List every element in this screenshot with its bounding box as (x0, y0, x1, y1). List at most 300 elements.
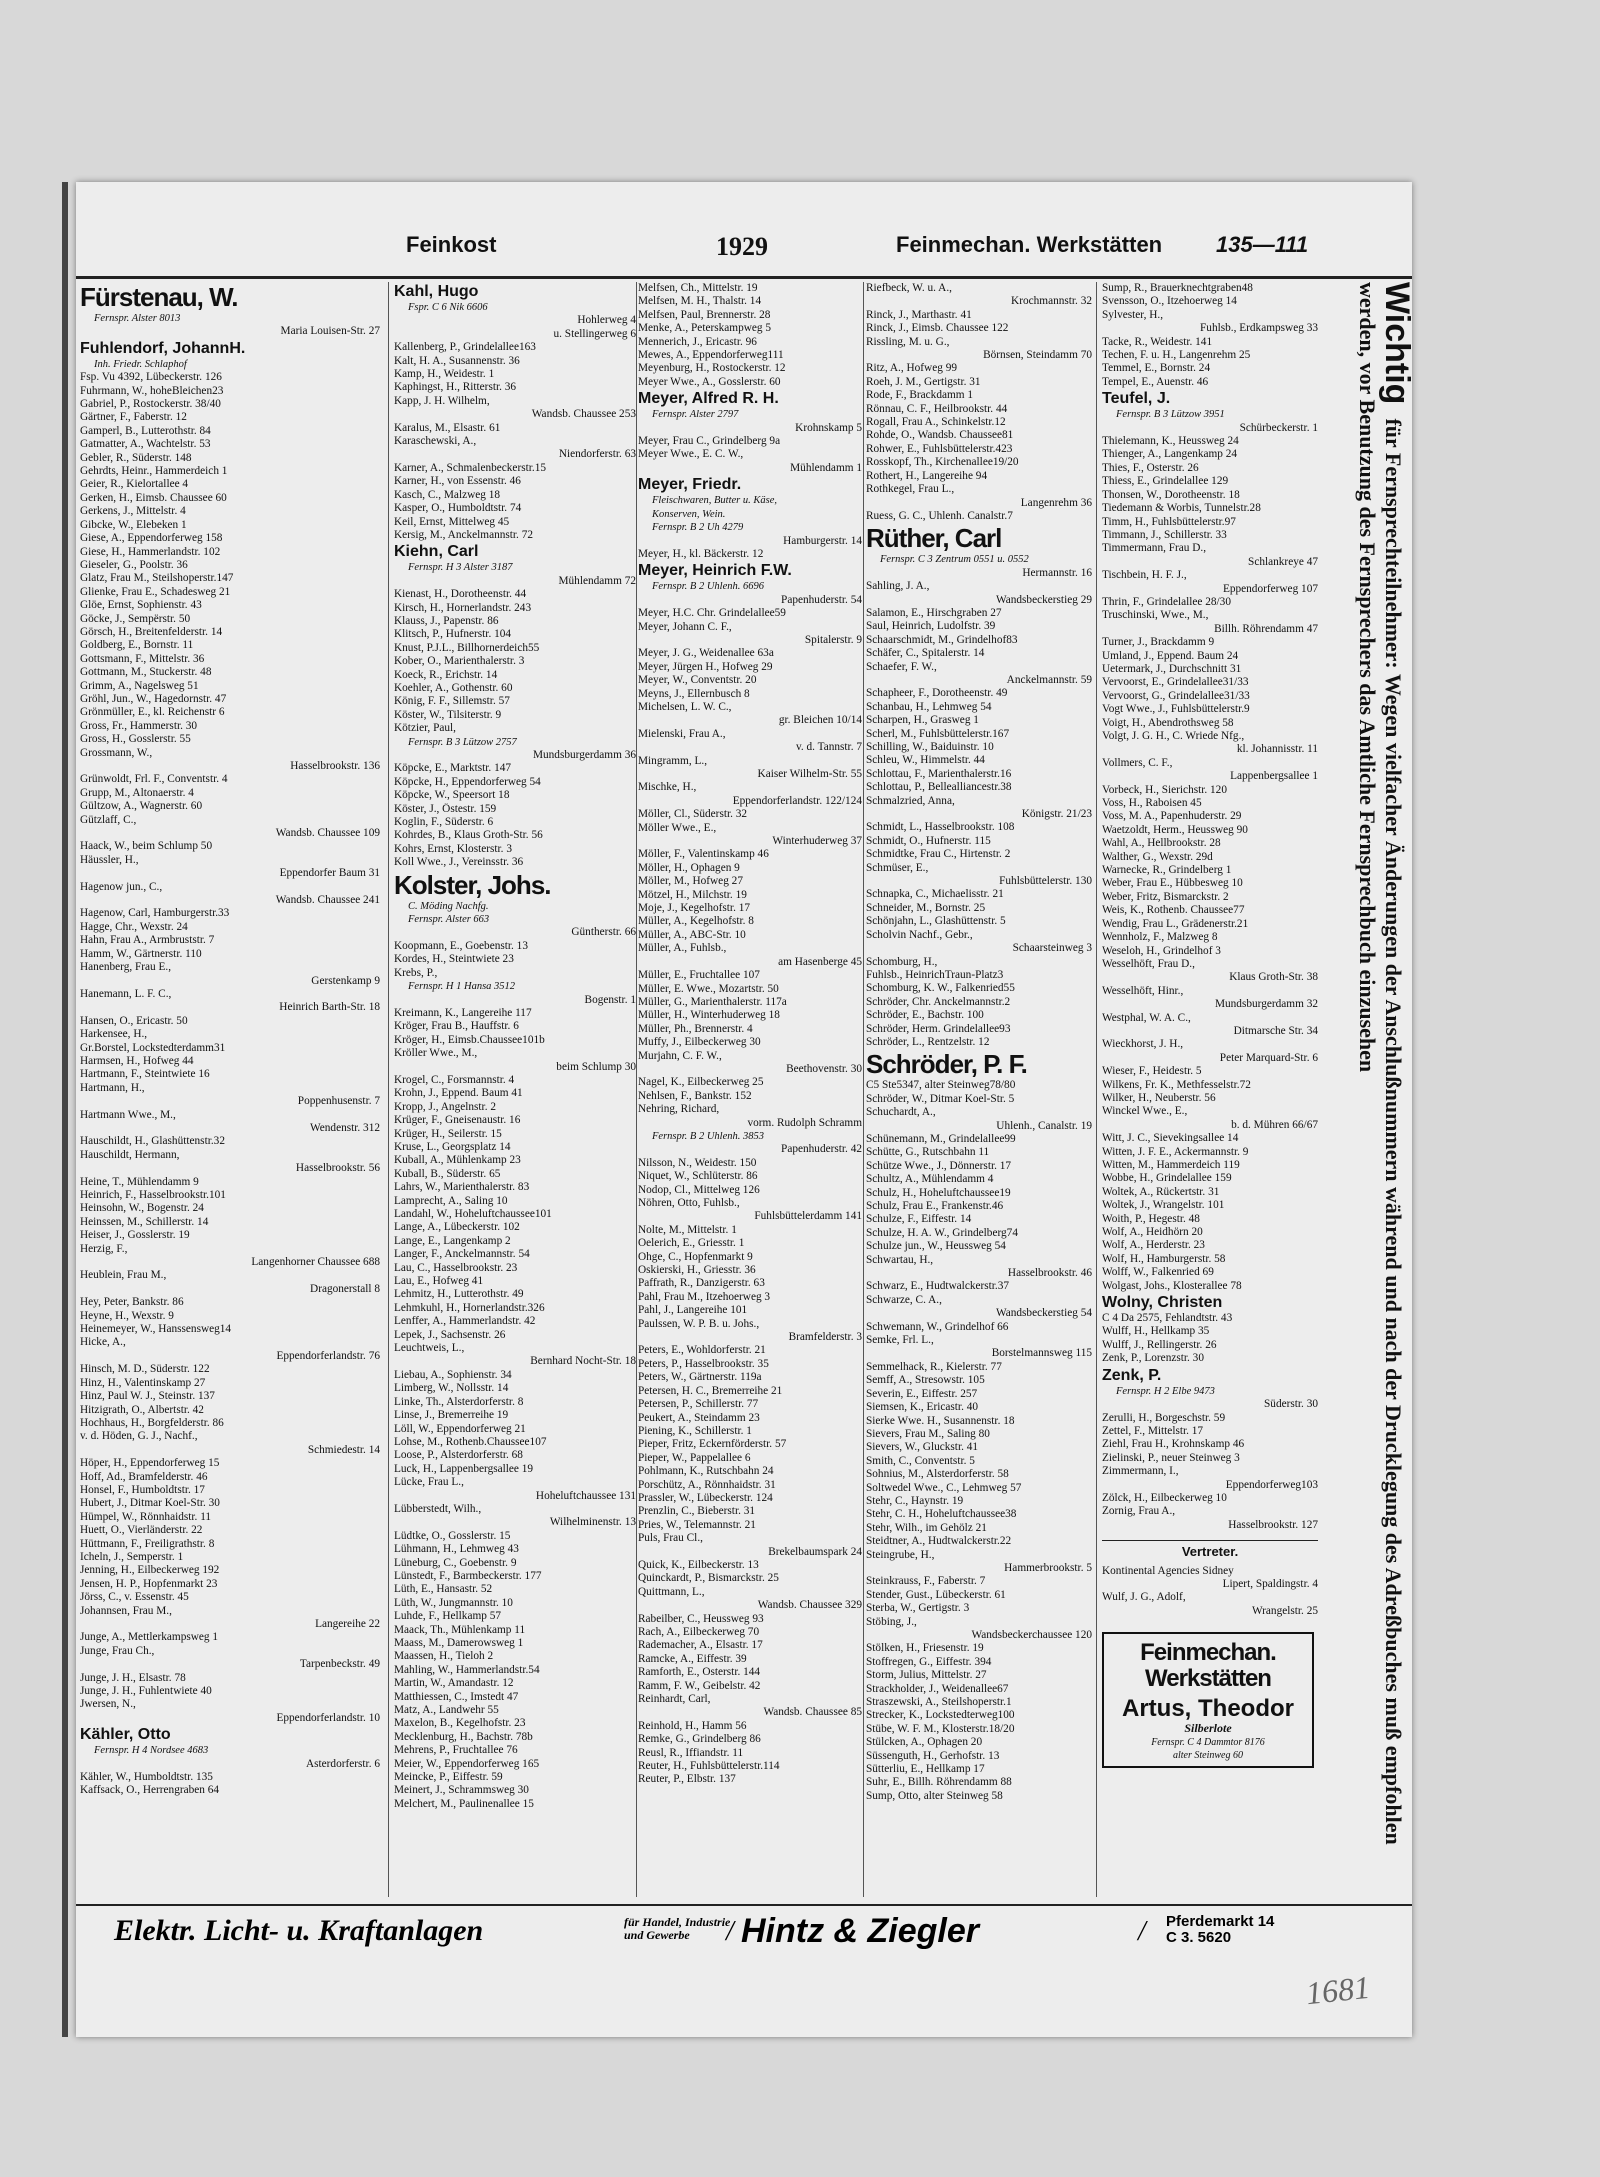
directory-entry: Melchert, M., Paulinenallee 15 (394, 1797, 534, 1810)
directory-entry: Ramcke, A., Eiffestr. 39 (638, 1652, 747, 1665)
vertical-notice (1322, 282, 1416, 1897)
directory-entry: Wolf, A., Heidhörn 20 (1102, 1226, 1203, 1239)
directory-entry: Icheln, J., Semperstr. 1 (80, 1550, 184, 1563)
directory-entry: Rothkegel, Frau L., (866, 483, 955, 496)
directory-entry: Gehrdts, Heinr., Hammerdeich 1 (80, 465, 228, 478)
column-5-list (1102, 282, 1318, 1532)
directory-entry: Mühlendamm 1 (790, 461, 862, 474)
directory-entry: Rohwer, E., Fuhlsbüttelerstr.423 (866, 442, 1013, 455)
directory-entry: Nehlsen, F., Bankstr. 152 (638, 1089, 752, 1102)
directory-entry: C 4 Da 2575, Fehlandtstr. 43 (1102, 1312, 1233, 1325)
directory-entry: Tarpenbeckstr. 49 (299, 1658, 380, 1671)
directory-entry: Mielenski, Frau A., (638, 727, 726, 740)
directory-entry: Sylvester, H., (1102, 308, 1164, 321)
directory-entry: Koll Wwe., J., Vereinsstr. 36 (394, 856, 524, 869)
directory-entry: Hagenow, Carl, Hamburgerstr.33 (80, 907, 230, 920)
directory-entry: Murjahn, C. F. W., (638, 1049, 722, 1062)
directory-entry: Schulze, F., Eiffestr. 14 (866, 1213, 972, 1226)
entry-note: Fernspr. B 2 Uhlenh. 3853 (652, 1130, 764, 1142)
directory-entry: Gabriel, P., Rostockerstr. 38/40 (80, 398, 221, 411)
ad-title-line1: Feinmechan. (1140, 1639, 1276, 1667)
directory-entry: Kuball, B., Süderstr. 65 (394, 1167, 501, 1180)
directory-entry: Gebler, R., Süderstr. 148 (80, 451, 192, 464)
directory-entry: Kaphingst, H., Ritterstr. 36 (394, 381, 517, 394)
directory-entry: vorm. Rudolph Schramm (747, 1116, 862, 1129)
directory-entry: Meyer, J. G., Weidenallee 63a (638, 647, 774, 660)
directory-entry: Eppendorferlandstr. 76 (276, 1349, 380, 1362)
directory-entry: Tiedemann & Worbis, Tunnelstr.28 (1102, 502, 1261, 515)
directory-entry: Oskierski, H., Griesstr. 36 (638, 1264, 756, 1277)
directory-entry: Fuhlsb., HeinrichTraun-Platz3 (866, 968, 1004, 981)
directory-entry: Nagel, K., Eilbeckerweg 25 (638, 1076, 764, 1089)
directory-entry: Kröger, Frau B., Hauffstr. 6 (394, 1020, 519, 1033)
directory-entry: Saul, Heinrich, Ludolfstr. 39 (866, 620, 996, 633)
directory-entry: Peukert, A., Steindamm 23 (638, 1411, 760, 1424)
directory-entry: Müller, A., Kegelhofstr. 8 (638, 915, 754, 928)
directory-entry: Schwarz, E., Hudtwalckerstr.37 (866, 1280, 1010, 1293)
directory-entry: Schmidt, L., Hasselbrookstr. 108 (866, 821, 1015, 834)
directory-entry: Schwartau, H., (866, 1253, 934, 1266)
directory-entry: Lüth, W., Jungmannstr. 10 (394, 1596, 513, 1609)
directory-entry: Wolf, A., Herderstr. 23 (1102, 1239, 1205, 1252)
representatives-heading: Vertreter. (1102, 1540, 1318, 1558)
directory-entry: Vollmers, C. F., (1102, 756, 1173, 769)
directory-entry: Gieseler, G., Poolstr. 36 (80, 558, 188, 571)
directory-entry: Koeck, R., Erichstr. 14 (394, 668, 498, 681)
directory-entry: Witten, M., Hammerdeich 119 (1102, 1159, 1240, 1171)
directory-entry: Vogt Wwe., J., Fuhlsbüttelerstr.9 (1102, 703, 1250, 716)
directory-entry: Heinrich Barth-Str. 18 (279, 1001, 380, 1014)
directory-entry: Häussler, H., (80, 853, 139, 866)
directory-entry: Pahl, Frau M., Itzehoerweg 3 (638, 1290, 771, 1303)
directory-entry: Rogall, Frau A., Schinkelstr.12 (866, 416, 1006, 429)
directory-entry: Karaschewski, A., (394, 435, 477, 448)
directory-entry: Schünemann, M., Grindelallee99 (866, 1132, 1016, 1145)
directory-entry: Meyer, H.C. Chr. Grindelallee59 (638, 607, 786, 620)
directory-entry: Reinhardt, Carl, (638, 1693, 711, 1706)
directory-entry: Mundsburgerdamm 36 (532, 749, 636, 761)
directory-entry: Thonsen, W., Dorotheenstr. 18 (1102, 488, 1240, 501)
directory-entry: Weseloh, H., Grindelhof 3 (1102, 944, 1221, 957)
directory-entry: Hartmann, H., (80, 1081, 145, 1094)
directory-entry: Grünwoldt, Frl. F., Conventstr. 4 (80, 773, 228, 786)
directory-entry: Temmel, E., Bornstr. 24 (1102, 362, 1211, 375)
directory-entry: Schwarze, C. A., (866, 1293, 942, 1306)
directory-entry: Zerulli, H., Borgeschstr. 59 (1102, 1411, 1226, 1424)
representative-line: Kontinental Agencies Sidney (1102, 1564, 1234, 1577)
directory-entry: Straszewski, A., Steilshoperstr.1 (866, 1696, 1012, 1709)
directory-entry: Meinert, J., Schrammsweg 30 (394, 1784, 529, 1797)
directory-entry: Johannsen, Frau M., (80, 1604, 172, 1617)
directory-entry: Kordes, H., Steintwiete 23 (394, 953, 514, 966)
directory-entry: Meyer Wwe., E. C. W., (638, 448, 744, 461)
footer-address-line1: Pferdemarkt 14 (1166, 1913, 1275, 1930)
directory-entry: Sievers, Frau M., Saling 80 (866, 1427, 990, 1440)
directory-entry: Sohnius, M., Alsterdorferstr. 58 (866, 1468, 1009, 1481)
directory-entry: Woltek, J., Wrangelstr. 101 (1102, 1199, 1225, 1212)
directory-entry: Riefbeck, W. u. A., (866, 282, 952, 294)
directory-entry: Wandsb. Chaussee 109 (275, 827, 380, 840)
directory-entry: Scherl, M., Fuhlsbüttelerstr.167 (866, 727, 1010, 740)
directory-entry: Eppendorferlandstr. 122/124 (732, 794, 862, 807)
directory-entry: Heyne, H., Wexstr. 9 (80, 1309, 174, 1322)
directory-entry: Krüger, F., Gneisenaustr. 16 (394, 1114, 521, 1127)
directory-entry: Köpcke, H., Eppendorferweg 54 (394, 775, 541, 788)
directory-entry: Krebs, P., (394, 966, 438, 979)
directory-entry: Wandsbeckerchaussee 120 (971, 1629, 1092, 1641)
directory-entry: Hüttmann, F., Freiligrathstr. 8 (80, 1537, 215, 1550)
directory-entry: Schlottau, P., Bellealliancestr.38 (866, 781, 1012, 794)
directory-entry: Scharpen, H., Grasweg 1 (866, 714, 979, 727)
directory-entry: Schmidtke, Frau C., Hirtenstr. 2 (866, 848, 1011, 861)
directory-entry: Hermannstr. 16 (1022, 566, 1092, 579)
directory-entry: b. d. Mühren 66/67 (1231, 1118, 1318, 1131)
column-divider (1096, 282, 1097, 1897)
directory-entry: Hohlerweg 4 (577, 314, 636, 327)
ad-title-line2: Werkstätten (1145, 1665, 1271, 1693)
directory-entry: Wolf, H., Hamburgerstr. 58 (1102, 1252, 1226, 1265)
directory-entry: Hasselbrookstr. 46 (1007, 1267, 1092, 1280)
directory-entry: Hagenow jun., C., (80, 880, 163, 893)
directory-entry: Wolgast, Johs., Klosterallee 78 (1102, 1279, 1242, 1292)
directory-entry: Stehr, Wilh., im Gehölz 21 (866, 1521, 987, 1534)
directory-entry: Moje, J., Kegelhofstr. 17 (638, 902, 751, 915)
directory-entry: Eppendorferlandstr. 10 (276, 1711, 380, 1724)
directory-entry: Umland, J., Eppend. Baum 24 (1102, 649, 1239, 662)
directory-entry: Thienger, A., Langenkamp 24 (1102, 448, 1238, 461)
directory-entry: Kersig, M., Anckelmannstr. 72 (394, 528, 533, 541)
directory-entry: Schmidt, O., Hufnerstr. 115 (866, 834, 991, 847)
directory-entry: Köster, W., Tilsiterstr. 9 (394, 708, 502, 721)
entry-note: Fernspr. Alster 2797 (652, 409, 739, 421)
directory-entry: Schröder, W., Ditmar Koel-Str. 5 (866, 1092, 1015, 1105)
directory-entry: Quick, K., Eilbeckerstr. 13 (638, 1558, 759, 1571)
directory-entry: Giese, H., Hammerlandstr. 102 (80, 545, 221, 558)
header-right: Feinmechan. Werkstätten (896, 232, 1163, 257)
directory-entry: Zenk, P., Lorenzstr. 30 (1102, 1352, 1204, 1365)
directory-entry: Pieper, Fritz, Eckernförderstr. 57 (638, 1438, 787, 1451)
directory-entry: Fuhrmann, W., hoheBleichen23 (80, 384, 224, 397)
directory-entry: Wandsb. Chaussee 329 (757, 1599, 862, 1612)
directory-entry: Soltwedel Wwe., C., Lehmweg 57 (866, 1481, 1022, 1494)
directory-entry: Eppendorfer Baum 31 (279, 867, 380, 880)
directory-entry: Lohse, M., Rothenb.Chaussee107 (394, 1435, 547, 1448)
directory-entry: Hanemann, L. F. C., (80, 987, 172, 1000)
directory-entry: Honsel, F., Humboldtstr. 17 (80, 1483, 205, 1496)
directory-entry: Kapp, J. H. Wilhelm, (394, 394, 490, 407)
directory-entry: Keil, Ernst, Mittelweg 45 (394, 515, 510, 528)
directory-entry: Loose, P., Alsterdorferstr. 68 (394, 1449, 523, 1462)
directory-entry: Mischke, H., (638, 781, 697, 794)
directory-entry: Glienke, Frau E., Schadesweg 21 (80, 585, 231, 598)
directory-entry: Meincke, P., Eiffestr. 59 (394, 1771, 503, 1784)
directory-entry: Timmermann, Frau D., (1102, 542, 1207, 555)
directory-entry: Heiser, J., Gosslerstr. 19 (80, 1229, 190, 1242)
directory-entry: Schultz, A., Mühlendamm 4 (866, 1173, 994, 1186)
directory-entry: Wulff, J., Rellingerstr. 26 (1102, 1338, 1217, 1351)
directory-entry: Wennholz, F., Malzweg 8 (1102, 931, 1218, 944)
directory-entry: Ruess, G. C., Uhlenh. Canalstr.7 (866, 509, 1013, 522)
header-page-numbers: 135—111 (1216, 232, 1309, 257)
directory-entry: Börnsen, Steindamm 70 (983, 349, 1092, 362)
directory-entry: Nilsson, N., Weidestr. 150 (638, 1156, 757, 1169)
footer-left-text: Elektr. Licht- u. Kraftanlagen (114, 1914, 484, 1947)
ad-phone: Fernspr. C 4 Dammtor 8176 (1151, 1736, 1265, 1748)
directory-entry: Mötzel, H., Milchstr. 19 (638, 888, 747, 901)
directory-entry: Kalt, H. A., Susannenstr. 36 (394, 354, 520, 367)
directory-entry: Maria Louisen-Str. 27 (280, 325, 380, 338)
directory-entry: Steinkrauss, F., Faberstr. 7 (866, 1575, 986, 1588)
directory-entry: Kirsch, H., Hornerlandstr. 243 (394, 601, 532, 614)
directory-entry: Voss, H., Raboisen 45 (1102, 797, 1202, 810)
directory-entry: Peters, W., Gärtnerstr. 119a (638, 1371, 762, 1384)
directory-entry: Karalus, M., Elsastr. 61 (394, 421, 501, 434)
directory-entry: Rode, F., Brackdamm 1 (866, 389, 974, 402)
directory-entry: Semmelhack, R., Kielerstr. 77 (866, 1360, 1002, 1373)
directory-entry: Güntherstr. 66 (571, 926, 636, 939)
directory-entry: Bernhard Nocht-Str. 18 (530, 1355, 636, 1368)
directory-entry: Uetermark, J., Durchschnitt 31 (1102, 662, 1242, 675)
directory-entry: Stölken, H., Friesenstr. 19 (866, 1642, 984, 1655)
directory-entry: Woith, P., Hegestr. 48 (1102, 1212, 1200, 1225)
directory-entry: v. d. Höden, G. J., Nachf., (80, 1430, 198, 1443)
directory-entry: Ramforth, E., Osterstr. 144 (638, 1666, 761, 1679)
representatives-list (1102, 1565, 1318, 1619)
directory-entry: Hoff, Ad., Bramfelderstr. 46 (80, 1470, 208, 1483)
footer-slash: / (1138, 1916, 1146, 1947)
directory-entry: Hauschildt, Hermann, (80, 1148, 180, 1161)
directory-entry: Weber, Frau E., Hübbesweg 10 (1102, 877, 1243, 890)
directory-entry: Meyer Wwe., A., Gosslerstr. 60 (638, 375, 781, 388)
directory-entry: Weis, K., Rothenb. Chaussee77 (1102, 904, 1245, 917)
directory-entry: Junge, J. H., Fuhlentwiete 40 (80, 1685, 212, 1698)
directory-entry: Wolff, W., Falkenried 69 (1102, 1266, 1214, 1279)
directory-entry: Severin, E., Eiffestr. 257 (866, 1387, 978, 1400)
directory-entry: Jörss, C., v. Essenstr. 45 (80, 1591, 189, 1604)
directory-entry: Möller, M., Hofweg 27 (638, 875, 743, 888)
directory-entry: Thiess, E., Grindelallee 129 (1102, 475, 1229, 488)
directory-entry: Wahl, A., Hellbrookstr. 28 (1102, 837, 1221, 850)
directory-entry: Thielemann, K., Heussweg 24 (1102, 435, 1239, 448)
directory-entry: Limberg, W., Nollsstr. 14 (394, 1382, 509, 1395)
firm-name: Fuhlendorf, JohannH. (80, 339, 246, 357)
directory-entry: Junge, A., Mettlerkampsweg 1 (80, 1631, 219, 1644)
directory-entry: Liebau, A., Sophienstr. 34 (394, 1368, 512, 1381)
directory-entry: Hubert, J., Ditmar Koel-Str. 30 (80, 1497, 220, 1510)
directory-entry: Gerstenkamp 9 (311, 974, 380, 987)
directory-entry: Zettel, F., Mittelstr. 17 (1102, 1424, 1204, 1437)
directory-entry: Rothert, H., Langereihe 94 (866, 469, 988, 482)
directory-entry: Meier, W., Eppendorferweg 165 (394, 1757, 540, 1770)
directory-entry: Hasselbrookstr. 136 (290, 760, 380, 772)
directory-entry: Wandsbeckerstieg 54 (995, 1307, 1092, 1320)
directory-entry: Quittmann, L., (638, 1585, 705, 1598)
column-divider (388, 282, 389, 1897)
directory-entry: Wesselhöft, Hinr., (1102, 984, 1184, 997)
directory-entry: Martin, W., Amandastr. 12 (394, 1677, 514, 1690)
directory-entry: Billh. Röhrendamm 47 (1214, 622, 1318, 635)
directory-entry: Ramm, F. W., Geibelstr. 42 (638, 1679, 761, 1692)
directory-entry: Schanbau, H., Lehmweg 54 (866, 700, 992, 713)
directory-entry: Heinsohn, W., Bogenstr. 24 (80, 1202, 204, 1215)
directory-entry: Timm, H., Fuhlsbüttelerstr.97 (1102, 515, 1236, 528)
directory-entry: Witt, J. C., Sievekingsallee 14 (1102, 1132, 1239, 1145)
directory-entry: Ditmarsche Str. 34 (1233, 1024, 1318, 1037)
directory-entry: Weber, Fritz, Bismarckstr. 2 (1102, 890, 1229, 903)
directory-entry: Walther, G., Wexstr. 29d (1102, 850, 1213, 863)
directory-entry: Niquet, W., Schlüterstr. 86 (638, 1170, 758, 1183)
directory-entry: Langenrehm 36 (1020, 496, 1092, 509)
directory-entry: C5 Ste5347, alter Steinweg78/80 (866, 1079, 1016, 1092)
directory-entry: Linse, J., Bremerreihe 19 (394, 1409, 509, 1422)
directory-entry: Kuball, A., Mühlenkamp 23 (394, 1154, 521, 1167)
directory-entry: Nolte, M., Mittelstr. 1 (638, 1223, 737, 1236)
directory-entry: Meyns, J., Ellernbusch 8 (638, 687, 750, 700)
directory-entry: Schäfer, C., Spitalerstr. 14 (866, 647, 985, 660)
directory-entry: Siemsen, K., Ericastr. 40 (866, 1401, 979, 1414)
directory-entry: Fuhlsbüttelerstr. 130 (999, 875, 1092, 888)
directory-entry: Hitzigrath, O., Albertstr. 42 (80, 1403, 204, 1416)
directory-entry: Hümpel, W., Rönnhaidstr. 11 (80, 1510, 212, 1523)
directory-entry: Gibcke, W., Elebeken 1 (80, 518, 187, 531)
directory-entry: u. Stellingerweg 6 (553, 327, 636, 340)
directory-entry: Heine, T., Mühlendamm 9 (80, 1175, 199, 1188)
directory-entry: Meyer, Jürgen H., Hofweg 29 (638, 660, 773, 673)
directory-entry: Zielinski, P., neuer Steinweg 3 (1102, 1451, 1240, 1464)
directory-entry: Hoheluftchaussee 131 (535, 1489, 636, 1502)
entry-note: Fleischwaren, Butter u. Käse, (652, 495, 778, 507)
directory-entry: Kallenberg, P., Grindelallee163 (394, 341, 536, 354)
directory-entry: Hey, Peter, Bankstr. 86 (80, 1296, 184, 1309)
directory-entry: Melfsen, Ch., Mittelstr. 19 (638, 282, 758, 294)
notice-text: für Fernsprechteilnehmer: Wegen vielfacher Änderungen der Anschlußnummern während und nach der Drucklegung des Adreßbuches muß empfohlen werden, vor Benutzung des Fernsprechers das Amtliche Fernsprechbuch einzusehen (1355, 282, 1406, 1845)
directory-entry: Kötzier, Paul, (394, 722, 456, 735)
directory-entry: Papenhuderstr. 42 (781, 1143, 862, 1156)
directory-entry: Voigt, H., Abendrothsweg 58 (1102, 716, 1234, 729)
notice-heading: Wichtig (1378, 282, 1416, 405)
directory-entry: Langereihe 22 (315, 1618, 380, 1630)
representative-line: Lipert, Spaldingstr. 4 (1222, 1577, 1318, 1590)
directory-entry: Landahl, W., Hoheluftchaussee101 (394, 1208, 552, 1220)
firm-name: Teufel, J. (1102, 390, 1171, 408)
firm-name: Kähler, Otto (80, 1726, 171, 1744)
directory-entry: Möller Wwe., E., (638, 821, 717, 834)
directory-entry: Müller, E., Fruchtallee 107 (638, 969, 760, 982)
directory-entry: Müller, H., Winterhuderweg 18 (638, 1009, 780, 1022)
directory-entry: Melfsen, Paul, Brennerstr. 28 (638, 308, 771, 321)
firm-name: Schröder, P. F. (866, 1049, 1027, 1080)
directory-entry: Lübberstedt, Wilh., (394, 1502, 482, 1515)
directory-entry: Meyer, W., Conventstr. 20 (638, 674, 757, 687)
directory-entry: Schaefer, F. W., (866, 660, 937, 673)
directory-entry: Lehmkuhl, H., Hornerlandstr.326 (394, 1301, 545, 1314)
firm-name: Rüther, Carl (866, 523, 1002, 554)
directory-entry: Schönjahn, L., Glashüttenstr. 5 (866, 915, 1006, 928)
directory-page (76, 182, 1416, 2037)
directory-entry: Matz, A., Landwehr 55 (394, 1704, 499, 1717)
directory-entry: Glöe, Ernst, Sophienstr. 43 (80, 599, 202, 612)
directory-entry: Mennerich, J., Ericastr. 96 (638, 335, 757, 348)
directory-entry: Lappenbergsallee 1 (1230, 770, 1318, 783)
directory-entry: Sump, Otto, alter Steinweg 58 (866, 1789, 1003, 1802)
entry-note: Fernspr. Alster 8013 (94, 313, 181, 324)
directory-entry: Witten, J. F. E., Ackermannstr. 9 (1102, 1145, 1249, 1158)
directory-entry: Wilkens, Fr. K., Methfesselstr.72 (1102, 1078, 1251, 1091)
directory-entry: Spitalerstr. 9 (804, 633, 862, 646)
directory-entry: Dragonerstall 8 (310, 1282, 380, 1295)
directory-entry: Techen, F. u. H., Langenrehm 25 (1102, 349, 1251, 362)
directory-entry: Schilling, W., Baiduinstr. 10 (866, 741, 994, 753)
page-footer-advertisement (76, 1910, 1412, 1960)
directory-entry: Vervoorst, E., Grindelallee31/33 (1102, 676, 1249, 689)
directory-entry: Mehrens, P., Fruchtallee 76 (394, 1744, 518, 1757)
binding-gutter (62, 182, 68, 2037)
directory-entry: Michelsen, L. W. C., (638, 700, 732, 713)
directory-entry: Sterba, W., Gertigstr. 3 (866, 1602, 970, 1615)
directory-entry: Hasselbrookstr. 127 (1228, 1518, 1318, 1531)
directory-entry: Hinz, Paul W. J., Steinstr. 137 (80, 1390, 215, 1403)
directory-entry: Koehler, A., Gothenstr. 60 (394, 681, 513, 694)
directory-entry: Karner, H., von Essenstr. 46 (394, 475, 521, 488)
column-divider (636, 282, 637, 1897)
directory-entry: Strecker, K., Lockstedterweg100 (866, 1709, 1015, 1722)
directory-entry: Suhr, E., Billh. Röhrendamm 88 (866, 1776, 1012, 1789)
directory-entry: Schleu, W., Himmelstr. 44 (866, 754, 985, 767)
directory-entry: Meyenburg, H., Rostockerstr. 12 (638, 362, 786, 375)
directory-entry: Peter Marquard-Str. 6 (1219, 1051, 1318, 1064)
firm-name: Wolny, Christen (1102, 1294, 1223, 1312)
directory-entry: Rach, A., Eilbeckerweg 70 (638, 1626, 760, 1638)
directory-entry: Schapheer, F., Dorotheenstr. 49 (866, 687, 1008, 700)
directory-entry: Jensen, H. P., Hopfenmarkt 23 (80, 1577, 218, 1590)
directory-entry: Prassler, W., Lübeckerstr. 124 (638, 1491, 773, 1504)
directory-entry: Fuhlsbüttelerdamm 141 (754, 1210, 862, 1223)
directory-entry: Poppenhusenstr. 7 (297, 1095, 380, 1108)
ad-address: alter Steinweg 60 (1173, 1750, 1243, 1761)
directory-entry: Schulze jun., W., Heussweg 54 (866, 1240, 1006, 1253)
directory-entry: Lahrs, W., Marienthalerstr. 83 (394, 1181, 530, 1194)
directory-entry: Papenhuderstr. 54 (781, 593, 862, 606)
directory-entry: Prenzlin, C., Bieberstr. 31 (638, 1505, 756, 1518)
directory-entry: Schaarschmidt, M., Grindelhof83 (866, 633, 1018, 646)
directory-entry: Hochhaus, H., Borgfelderstr. 86 (80, 1416, 224, 1429)
directory-entry: Peters, P., Hasselbrookstr. 35 (638, 1357, 769, 1370)
firm-name: Kiehn, Carl (394, 543, 479, 561)
directory-entry: Niendorferstr. 63 (558, 448, 636, 461)
directory-entry: Matthiessen, C., Imstedt 47 (394, 1690, 519, 1703)
directory-entry: Muffy, J., Eilbeckerweg 30 (638, 1036, 761, 1049)
footer-slash: / (726, 1916, 734, 1947)
directory-entry: Tempel, E., Auenstr. 46 (1102, 375, 1209, 388)
directory-entry: Rinck, J., Marthastr. 41 (866, 308, 972, 321)
directory-entry: Köpcke, E., Marktstr. 147 (394, 762, 512, 775)
entry-note: Inh. Friedr. Schlaphof (94, 358, 187, 370)
entry-note: Fernspr. B 2 Uh 4279 (652, 522, 744, 534)
directory-entry: Krohn, J., Eppend. Baum 41 (394, 1087, 523, 1100)
directory-entry: Stehr, C. H., Hoheluftchaussee38 (866, 1508, 1017, 1521)
directory-entry: Kaiser Wilhelm-Str. 55 (757, 768, 862, 780)
entry-note: Konserven, Wein. (652, 508, 726, 520)
directory-entry: Hahn, Frau A., Armbruststr. 7 (80, 934, 215, 947)
directory-entry: Woltek, A., Rückertstr. 31 (1102, 1185, 1220, 1198)
directory-entry: Fsp. Vu 4392, Lübeckerstr. 126 (80, 371, 222, 384)
directory-entry: Stehr, C., Haynstr. 19 (866, 1494, 964, 1507)
directory-entry: Jenning, H., Eilbeckerweg 192 (80, 1564, 220, 1577)
directory-entry: Westphal, W. A. C., (1102, 1011, 1191, 1024)
directory-entry: König, F. F., Sillemstr. 57 (394, 695, 510, 708)
firm-name: Kolster, Johs. (394, 869, 551, 900)
directory-entry: Glatz, Frau M., Steilshoperstr.147 (80, 572, 234, 585)
